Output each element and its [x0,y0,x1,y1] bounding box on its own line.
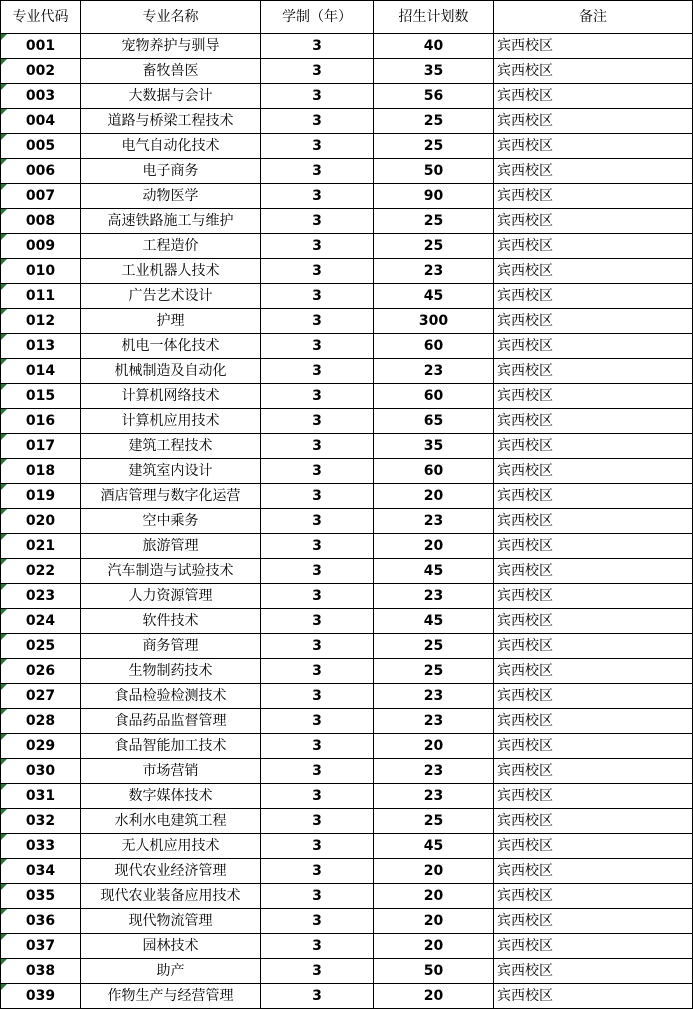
duration-cell[interactable]: 3 [261,184,374,209]
table-row [1,609,693,634]
table-row [1,59,693,84]
table-row [1,259,693,284]
remark-cell[interactable]: 宾西校区 [494,334,693,359]
duration-cell[interactable]: 3 [261,884,374,909]
duration-cell[interactable]: 3 [261,59,374,84]
major-name-cell[interactable]: 宠物养护与驯导 [81,34,261,59]
table-row [1,409,693,434]
table-row [1,459,693,484]
quota-cell[interactable]: 20 [374,909,494,934]
quota-cell[interactable]: 20 [374,884,494,909]
duration-cell[interactable]: 3 [261,234,374,259]
major-name-cell[interactable]: 电子商务 [81,159,261,184]
major-code-cell[interactable]: 034 [1,859,81,884]
remark-cell[interactable]: 宾西校区 [494,809,693,834]
remark-cell[interactable]: 宾西校区 [494,159,693,184]
duration-cell[interactable]: 3 [261,959,374,984]
duration-cell[interactable]: 3 [261,159,374,184]
remark-cell[interactable]: 宾西校区 [494,109,693,134]
major-name-cell[interactable]: 现代农业装备应用技术 [81,884,261,909]
duration-cell[interactable]: 3 [261,384,374,409]
major-name-cell[interactable]: 空中乘务 [81,509,261,534]
major-code-cell[interactable]: 020 [1,509,81,534]
major-name-cell[interactable]: 工程造价 [81,234,261,259]
quota-cell[interactable]: 25 [374,109,494,134]
major-code-cell[interactable]: 038 [1,959,81,984]
duration-cell[interactable]: 3 [261,459,374,484]
major-code-cell[interactable]: 025 [1,634,81,659]
remark-cell[interactable]: 宾西校区 [494,234,693,259]
remark-cell[interactable]: 宾西校区 [494,409,693,434]
quota-cell[interactable]: 35 [374,434,494,459]
header-duration[interactable]: 学制（年） [261,1,374,34]
duration-cell[interactable]: 3 [261,584,374,609]
table-row [1,959,693,984]
table-row [1,659,693,684]
duration-cell[interactable]: 3 [261,34,374,59]
duration-cell[interactable]: 3 [261,909,374,934]
quota-cell[interactable]: 25 [374,809,494,834]
remark-cell[interactable]: 宾西校区 [494,384,693,409]
major-code-cell[interactable]: 024 [1,609,81,634]
header-row [1,1,693,34]
remark-cell[interactable]: 宾西校区 [494,584,693,609]
quota-cell[interactable]: 35 [374,59,494,84]
major-name-cell[interactable]: 建筑工程技术 [81,434,261,459]
duration-cell[interactable]: 3 [261,309,374,334]
major-code-cell[interactable]: 032 [1,809,81,834]
header-major-name[interactable]: 专业名称 [81,1,261,34]
quota-cell[interactable]: 50 [374,159,494,184]
remark-cell[interactable]: 宾西校区 [494,909,693,934]
quota-cell[interactable]: 20 [374,534,494,559]
duration-cell[interactable]: 3 [261,134,374,159]
table-row [1,334,693,359]
quota-cell[interactable]: 45 [374,609,494,634]
major-name-cell[interactable]: 食品智能加工技术 [81,734,261,759]
major-code-cell[interactable]: 021 [1,534,81,559]
major-name-cell[interactable]: 食品检验检测技术 [81,684,261,709]
major-name-cell[interactable]: 商务管理 [81,634,261,659]
major-name-cell[interactable]: 广告艺术设计 [81,284,261,309]
remark-cell[interactable]: 宾西校区 [494,759,693,784]
table-row [1,134,693,159]
table-row [1,859,693,884]
major-code-cell[interactable]: 013 [1,334,81,359]
quota-cell[interactable]: 50 [374,959,494,984]
quota-cell[interactable]: 20 [374,484,494,509]
major-code-cell[interactable]: 030 [1,759,81,784]
major-name-cell[interactable]: 旅游管理 [81,534,261,559]
remark-cell[interactable]: 宾西校区 [494,84,693,109]
table-row [1,634,693,659]
table-row [1,734,693,759]
major-code-cell[interactable]: 008 [1,209,81,234]
table-row [1,884,693,909]
duration-cell[interactable]: 3 [261,484,374,509]
duration-cell[interactable]: 3 [261,334,374,359]
quota-cell[interactable]: 65 [374,409,494,434]
duration-cell[interactable]: 3 [261,84,374,109]
major-code-cell[interactable]: 003 [1,84,81,109]
table-row [1,759,693,784]
remark-cell[interactable]: 宾西校区 [494,634,693,659]
duration-cell[interactable]: 3 [261,984,374,1009]
table-row [1,184,693,209]
major-name-cell[interactable]: 现代物流管理 [81,909,261,934]
major-code-cell[interactable]: 006 [1,159,81,184]
remark-cell[interactable]: 宾西校区 [494,659,693,684]
table-row [1,584,693,609]
major-name-cell[interactable]: 汽车制造与试验技术 [81,559,261,584]
remark-cell[interactable]: 宾西校区 [494,184,693,209]
duration-cell[interactable]: 3 [261,409,374,434]
major-code-cell[interactable]: 007 [1,184,81,209]
major-code-cell[interactable]: 037 [1,934,81,959]
quota-cell[interactable]: 90 [374,184,494,209]
major-code-cell[interactable]: 011 [1,284,81,309]
major-name-cell[interactable]: 人力资源管理 [81,584,261,609]
table-row [1,984,693,1009]
major-name-cell[interactable]: 电气自动化技术 [81,134,261,159]
quota-cell[interactable]: 20 [374,984,494,1009]
major-code-cell[interactable]: 028 [1,709,81,734]
duration-cell[interactable]: 3 [261,559,374,584]
duration-cell[interactable]: 3 [261,684,374,709]
duration-cell[interactable]: 3 [261,609,374,634]
remark-cell[interactable]: 宾西校区 [494,309,693,334]
major-code-cell[interactable]: 027 [1,684,81,709]
major-name-cell[interactable]: 市场营销 [81,759,261,784]
remark-cell[interactable]: 宾西校区 [494,559,693,584]
table-row [1,834,693,859]
duration-cell[interactable]: 3 [261,509,374,534]
major-name-cell[interactable]: 动物医学 [81,184,261,209]
major-name-cell[interactable]: 食品药品监督管理 [81,709,261,734]
remark-cell[interactable]: 宾西校区 [494,709,693,734]
major-code-cell[interactable]: 009 [1,234,81,259]
major-name-cell[interactable]: 护理 [81,309,261,334]
table-header [1,1,693,34]
remark-cell[interactable]: 宾西校区 [494,984,693,1009]
remark-cell[interactable]: 宾西校区 [494,784,693,809]
table-row [1,784,693,809]
major-name-cell[interactable]: 计算机网络技术 [81,384,261,409]
major-code-cell[interactable]: 039 [1,984,81,1009]
major-code-cell[interactable]: 001 [1,34,81,59]
major-name-cell[interactable]: 机电一体化技术 [81,334,261,359]
remark-cell[interactable]: 宾西校区 [494,484,693,509]
major-code-cell[interactable]: 023 [1,584,81,609]
major-name-cell[interactable]: 助产 [81,959,261,984]
major-name-cell[interactable]: 酒店管理与数字化运营 [81,484,261,509]
duration-cell[interactable]: 3 [261,209,374,234]
duration-cell[interactable]: 3 [261,809,374,834]
major-name-cell[interactable]: 高速铁路施工与维护 [81,209,261,234]
remark-cell[interactable]: 宾西校区 [494,209,693,234]
table-body [1,34,693,1009]
major-name-cell[interactable]: 大数据与会计 [81,84,261,109]
major-code-cell[interactable]: 017 [1,434,81,459]
table-row [1,559,693,584]
quota-cell[interactable]: 23 [374,709,494,734]
major-code-cell[interactable]: 018 [1,459,81,484]
quota-cell[interactable]: 45 [374,559,494,584]
quota-cell[interactable]: 25 [374,134,494,159]
header-enrollment-quota[interactable]: 招生计划数 [374,1,494,34]
duration-cell[interactable]: 3 [261,634,374,659]
quota-cell[interactable]: 60 [374,334,494,359]
quota-cell[interactable]: 23 [374,759,494,784]
table-row [1,309,693,334]
major-code-cell[interactable]: 010 [1,259,81,284]
table-row [1,434,693,459]
remark-cell[interactable]: 宾西校区 [494,434,693,459]
table-row [1,934,693,959]
table-row [1,534,693,559]
major-name-cell[interactable]: 作物生产与经营管理 [81,984,261,1009]
remark-cell[interactable]: 宾西校区 [494,834,693,859]
remark-cell[interactable]: 宾西校区 [494,884,693,909]
remark-cell[interactable]: 宾西校区 [494,684,693,709]
major-code-cell[interactable]: 035 [1,884,81,909]
duration-cell[interactable]: 3 [261,834,374,859]
major-code-cell[interactable]: 022 [1,559,81,584]
major-code-cell[interactable]: 014 [1,359,81,384]
remark-cell[interactable]: 宾西校区 [494,259,693,284]
remark-cell[interactable]: 宾西校区 [494,34,693,59]
table-row [1,509,693,534]
quota-cell[interactable]: 300 [374,309,494,334]
table-row [1,109,693,134]
remark-cell[interactable]: 宾西校区 [494,284,693,309]
quota-cell[interactable]: 60 [374,459,494,484]
header-major-code[interactable]: 专业代码 [1,1,81,34]
quota-cell[interactable]: 60 [374,384,494,409]
table-row [1,234,693,259]
duration-cell[interactable]: 3 [261,759,374,784]
quota-cell[interactable]: 23 [374,784,494,809]
major-name-cell[interactable]: 水利水电建筑工程 [81,809,261,834]
duration-cell[interactable]: 3 [261,259,374,284]
table-row [1,209,693,234]
major-code-cell[interactable]: 002 [1,59,81,84]
major-name-cell[interactable]: 软件技术 [81,609,261,634]
duration-cell[interactable]: 3 [261,534,374,559]
table-row [1,284,693,309]
major-code-cell[interactable]: 004 [1,109,81,134]
major-code-cell[interactable]: 026 [1,659,81,684]
major-name-cell[interactable]: 计算机应用技术 [81,409,261,434]
remark-cell[interactable]: 宾西校区 [494,509,693,534]
quota-cell[interactable]: 20 [374,934,494,959]
quota-cell[interactable]: 25 [374,634,494,659]
table-row [1,159,693,184]
remark-cell[interactable]: 宾西校区 [494,859,693,884]
table-row [1,909,693,934]
remark-cell[interactable]: 宾西校区 [494,959,693,984]
table-row [1,709,693,734]
major-name-cell[interactable]: 数字媒体技术 [81,784,261,809]
major-code-cell[interactable]: 015 [1,384,81,409]
quota-cell[interactable]: 40 [374,34,494,59]
duration-cell[interactable]: 3 [261,659,374,684]
remark-cell[interactable]: 宾西校区 [494,534,693,559]
quota-cell[interactable]: 23 [374,509,494,534]
quota-cell[interactable]: 20 [374,859,494,884]
quota-cell[interactable]: 25 [374,209,494,234]
table-row [1,809,693,834]
quota-cell[interactable]: 25 [374,234,494,259]
table-row [1,384,693,409]
duration-cell[interactable]: 3 [261,934,374,959]
duration-cell[interactable]: 3 [261,359,374,384]
remark-cell[interactable]: 宾西校区 [494,934,693,959]
quota-cell[interactable]: 23 [374,584,494,609]
major-name-cell[interactable]: 现代农业经济管理 [81,859,261,884]
quota-cell[interactable]: 45 [374,834,494,859]
remark-cell[interactable]: 宾西校区 [494,459,693,484]
major-name-cell[interactable]: 园林技术 [81,934,261,959]
major-code-cell[interactable]: 031 [1,784,81,809]
major-name-cell[interactable]: 无人机应用技术 [81,834,261,859]
major-code-cell[interactable]: 029 [1,734,81,759]
duration-cell[interactable]: 3 [261,109,374,134]
major-code-cell[interactable]: 012 [1,309,81,334]
table-row [1,484,693,509]
quota-cell[interactable]: 20 [374,734,494,759]
remark-cell[interactable]: 宾西校区 [494,134,693,159]
remark-cell[interactable]: 宾西校区 [494,734,693,759]
header-remarks[interactable]: 备注 [494,1,693,34]
table-row [1,34,693,59]
table-row [1,84,693,109]
major-code-cell[interactable]: 036 [1,909,81,934]
table-row [1,359,693,384]
major-code-cell[interactable]: 016 [1,409,81,434]
quota-cell[interactable]: 45 [374,284,494,309]
duration-cell[interactable]: 3 [261,709,374,734]
duration-cell[interactable]: 3 [261,859,374,884]
quota-cell[interactable]: 25 [374,659,494,684]
duration-cell[interactable]: 3 [261,284,374,309]
major-name-cell[interactable]: 建筑室内设计 [81,459,261,484]
major-name-cell[interactable]: 工业机器人技术 [81,259,261,284]
quota-cell[interactable]: 56 [374,84,494,109]
major-name-cell[interactable]: 畜牧兽医 [81,59,261,84]
major-name-cell[interactable]: 生物制药技术 [81,659,261,684]
table-row [1,684,693,709]
quota-cell[interactable]: 23 [374,684,494,709]
major-code-cell[interactable]: 019 [1,484,81,509]
remark-cell[interactable]: 宾西校区 [494,609,693,634]
quota-cell[interactable]: 23 [374,359,494,384]
major-code-cell[interactable]: 005 [1,134,81,159]
major-name-cell[interactable]: 道路与桥梁工程技术 [81,109,261,134]
duration-cell[interactable]: 3 [261,734,374,759]
duration-cell[interactable]: 3 [261,434,374,459]
remark-cell[interactable]: 宾西校区 [494,359,693,384]
major-name-cell[interactable]: 机械制造及自动化 [81,359,261,384]
duration-cell[interactable]: 3 [261,784,374,809]
remark-cell[interactable]: 宾西校区 [494,59,693,84]
major-code-cell[interactable]: 033 [1,834,81,859]
quota-cell[interactable]: 23 [374,259,494,284]
